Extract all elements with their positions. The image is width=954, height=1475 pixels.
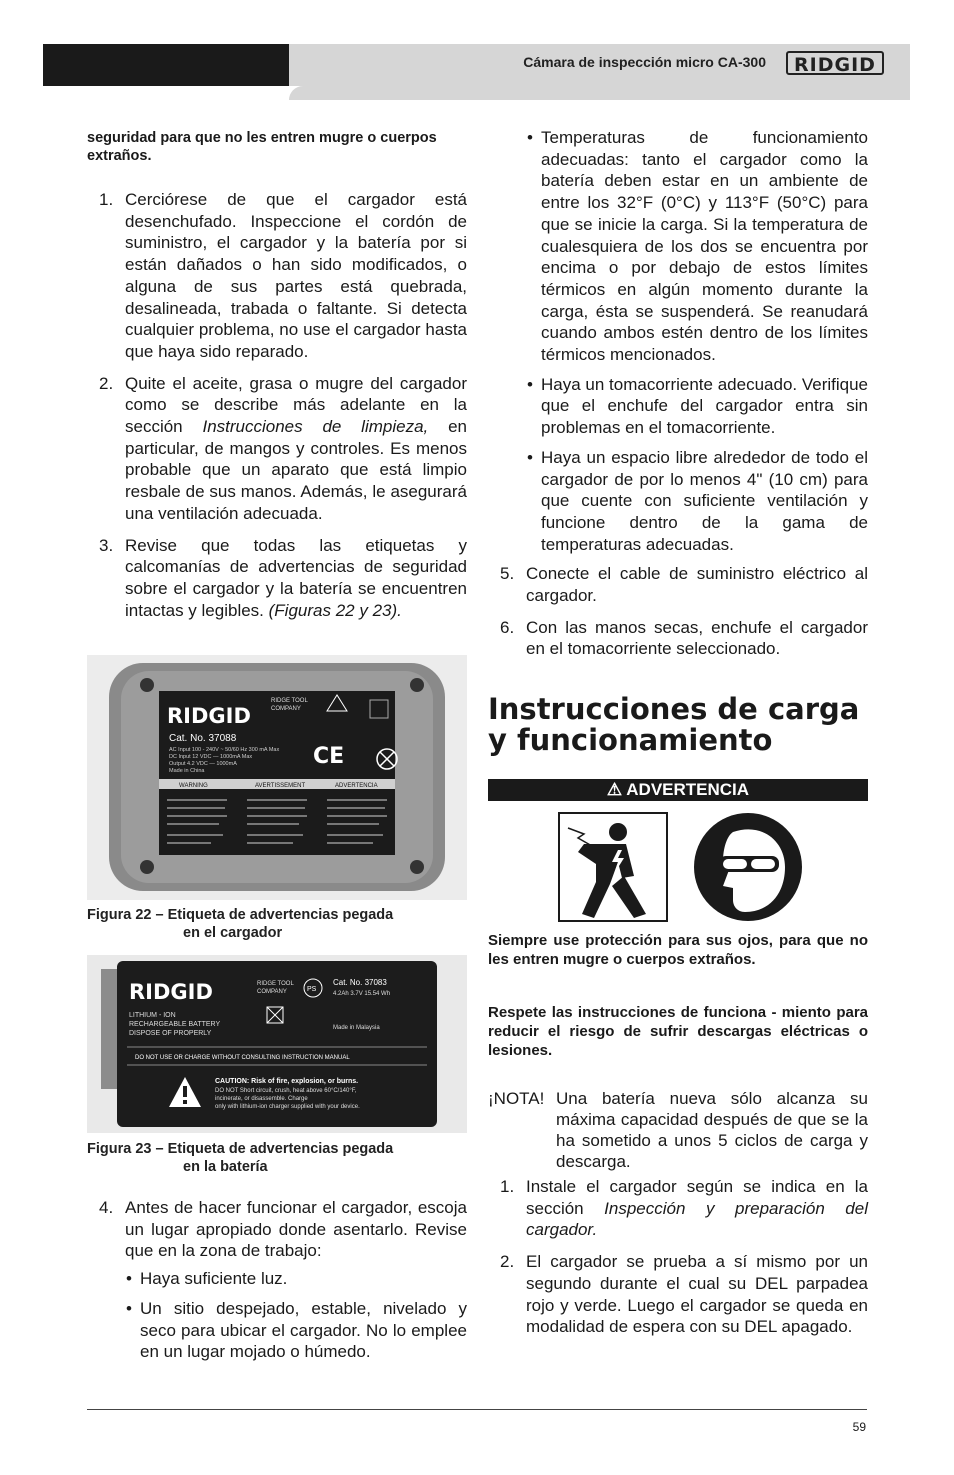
figure-22-caption: Figura 22 – Etiqueta de advertencias pegada en el cargador xyxy=(87,907,394,941)
list-item: 6. Con las manos secas, enchufe el cargador en el tomacorriente seleccionado. xyxy=(500,617,868,659)
svg-text:COMPANY: COMPANY xyxy=(271,706,301,712)
list-item: 3. Revise que todas las etiquetas y calcomanías de advertencias de seguridad sobre el cargador y la batería se encuentren intactas y legibles. (Figuras 22 y 23). xyxy=(99,535,467,620)
svg-text:incinerate, or disassemble. Ch: incinerate, or disassemble. Charge xyxy=(215,1096,308,1102)
list-item: 2. Quite el aceite, grasa o mugre del cargador como se describe más adelante en la sección Instrucciones de limpieza, en particular, de mangos y controles. Es menos probable que un aparato que está limpio resbale de sus manos. Además, le asegurará una ventilación adecuada. xyxy=(99,373,467,523)
section-heading: Instrucciones de carga y funcionamiento xyxy=(488,692,860,757)
bullet-item: • Haya suficiente luz. xyxy=(126,1269,288,1289)
svg-text:RIDGE TOOL: RIDGE TOOL xyxy=(257,981,294,987)
svg-text:DC Input 12 VDC — 1000mA Max: DC Input 12 VDC — 1000mA Max xyxy=(169,754,253,760)
svg-text:WARNING: WARNING xyxy=(179,783,208,789)
battery-illustration xyxy=(87,955,467,1133)
charger-illustration xyxy=(87,655,467,900)
svg-text:Cat. No. 37083: Cat. No. 37083 xyxy=(333,978,387,987)
svg-text:DO NOT Short circuit, crush, h: DO NOT Short circuit, crush, heat above 60°C/140°F, xyxy=(215,1088,357,1094)
header-title: Cámara de inspección micro CA-300 xyxy=(523,54,766,70)
svg-text:CE: CE xyxy=(313,744,345,769)
intro-text: seguridad para que no les entren mugre o cuerpos extraños. xyxy=(87,130,437,164)
svg-text:AVERTISSEMENT: AVERTISSEMENT xyxy=(255,783,306,789)
svg-text:RIDGID: RIDGID xyxy=(129,980,213,1004)
svg-text:DO NOT USE OR CHARGE WITHOUT C: DO NOT USE OR CHARGE WITHOUT CONSULTING INSTRUCTION MANUAL xyxy=(135,1055,350,1061)
svg-text:Made in China: Made in China xyxy=(169,768,205,774)
note-label: ¡NOTA! xyxy=(488,1089,545,1108)
bullet-item: • Haya un tomacorriente adecuado. Verifique que el enchufe del cargador entra sin problemas en el tomacorriente. xyxy=(527,374,868,438)
svg-text:DISPOSE OF PROPERLY: DISPOSE OF PROPERLY xyxy=(129,1030,212,1037)
svg-text:PS: PS xyxy=(307,986,317,993)
eye-protection-icon xyxy=(693,812,803,922)
bullet-item: • Haya un espacio libre alrededor de todo el cargador de por lo menos 4" (10 cm) para que cuente con suficiente ventilación y funcione dentro de la gama de temperaturas adecuadas. xyxy=(527,447,868,554)
bullet-item: • Temperaturas de funcionamiento adecuadas: tanto el cargador como la batería deben estar en un ambiente de entre los 32°F (0°C) y 113°F (50°C) para que se inicie la carga. Si la temperatura de cualesquiera de los dos se encuentra por encima o por debajo de estos límites térmicos en algún momento durante la carga, ésta se suspenderá. Se reanudará cuando ambos estén dentro de los límites térmicos mencionados. xyxy=(527,128,868,365)
svg-text:COMPANY: COMPANY xyxy=(257,989,287,995)
list-item: 4. Antes de hacer funcionar el cargador, escoja un lugar apropiado donde asentarlo. Revise que en la zona de trabajo: xyxy=(99,1198,467,1261)
warning-banner: ⚠ ADVERTENCIA xyxy=(488,779,868,801)
list-item: 1. Instale el cargador según se indica en la sección Inspección y preparación del cargador. xyxy=(500,1177,868,1240)
svg-text:RECHARGEABLE BATTERY: RECHARGEABLE BATTERY xyxy=(129,1021,221,1028)
figure-22-image xyxy=(87,655,467,900)
note-block xyxy=(488,1088,868,1172)
warning-text-eyes: Siempre use protección para sus ojos, para que no les entren mugre o cuerpos extraños. xyxy=(488,932,868,968)
svg-text:AC Input 100 - 240V ~ 50/60 Hz: AC Input 100 - 240V ~ 50/60 Hz 300 mA Max xyxy=(169,747,280,753)
left-column-bottom xyxy=(87,1197,467,1371)
right-column-bottom xyxy=(488,1176,868,1348)
svg-text:ADVERTENCIA: ADVERTENCIA xyxy=(335,783,378,789)
figure-23-caption: Figura 23 – Etiqueta de advertencias pegada en la batería xyxy=(87,1141,394,1175)
page-number: 59 xyxy=(852,1420,866,1434)
ridgid-logo: RIDGID xyxy=(786,51,884,75)
header-black-band xyxy=(43,44,289,86)
svg-text:Output 4.2 VDC — 1000mA: Output 4.2 VDC — 1000mA xyxy=(169,761,237,767)
electric-shock-icon xyxy=(558,812,668,922)
svg-text:LITHIUM - ION: LITHIUM - ION xyxy=(129,1012,176,1019)
svg-text:Made in Malaysia: Made in Malaysia xyxy=(333,1025,380,1031)
svg-text:CAUTION: Risk of fire, explosi: CAUTION: Risk of fire, explosion, or burns. xyxy=(215,1078,359,1085)
svg-text:RIDGID: RIDGID xyxy=(167,704,251,728)
note-text: Una batería nueva sólo alcanza su máxima capacidad después de que se la ha sometido a unos 5 ciclos de carga y descarga. xyxy=(556,1089,868,1171)
warning-triangle-icon: ⚠ xyxy=(606,780,623,799)
bullet-item: • Un sitio despejado, estable, nivelado y seco para ubicar el cargador. No lo emplee en un lugar mojado o húmedo. xyxy=(126,1298,467,1362)
right-column-top xyxy=(488,127,868,670)
footer-divider xyxy=(87,1409,867,1410)
figure-23-image xyxy=(87,955,467,1133)
svg-text:Cat. No. 37088: Cat. No. 37088 xyxy=(169,733,237,744)
svg-text:only with lithium-ion charger: only with lithium-ion charger supplied with your device. xyxy=(215,1104,360,1110)
list-item: 1. Cerciórese de que el cargador está desenchufado. Inspeccione el cordón de suministro, el cargador y la batería por si están dañados o han sido modificados, o alguna de sus partes está quebrada, desalineada, trabada o faltante. Si detecta cualquier problema, no use el cargador hasta que haya sido reparado. xyxy=(99,190,467,361)
warning-text-instructions: Respete las instrucciones de funciona - miento para reducir el riesgo de sufrir descargas eléctricas o lesiones. xyxy=(488,1004,868,1059)
left-column-top xyxy=(87,130,467,631)
svg-text:4.2Ah 3.7V 15.54 Wh: 4.2Ah 3.7V 15.54 Wh xyxy=(333,991,391,997)
svg-text:RIDGE TOOL: RIDGE TOOL xyxy=(271,698,308,704)
header-gray-tail xyxy=(289,86,910,100)
list-item: 2. El cargador se prueba a sí mismo por un segundo durante el cual su DEL parpadea rojo y verde. Luego el cargador se queda en modalidad de espera con su DEL apagado. xyxy=(500,1252,868,1337)
list-item: 5. Conecte el cable de suministro eléctrico al cargador. xyxy=(500,564,868,606)
